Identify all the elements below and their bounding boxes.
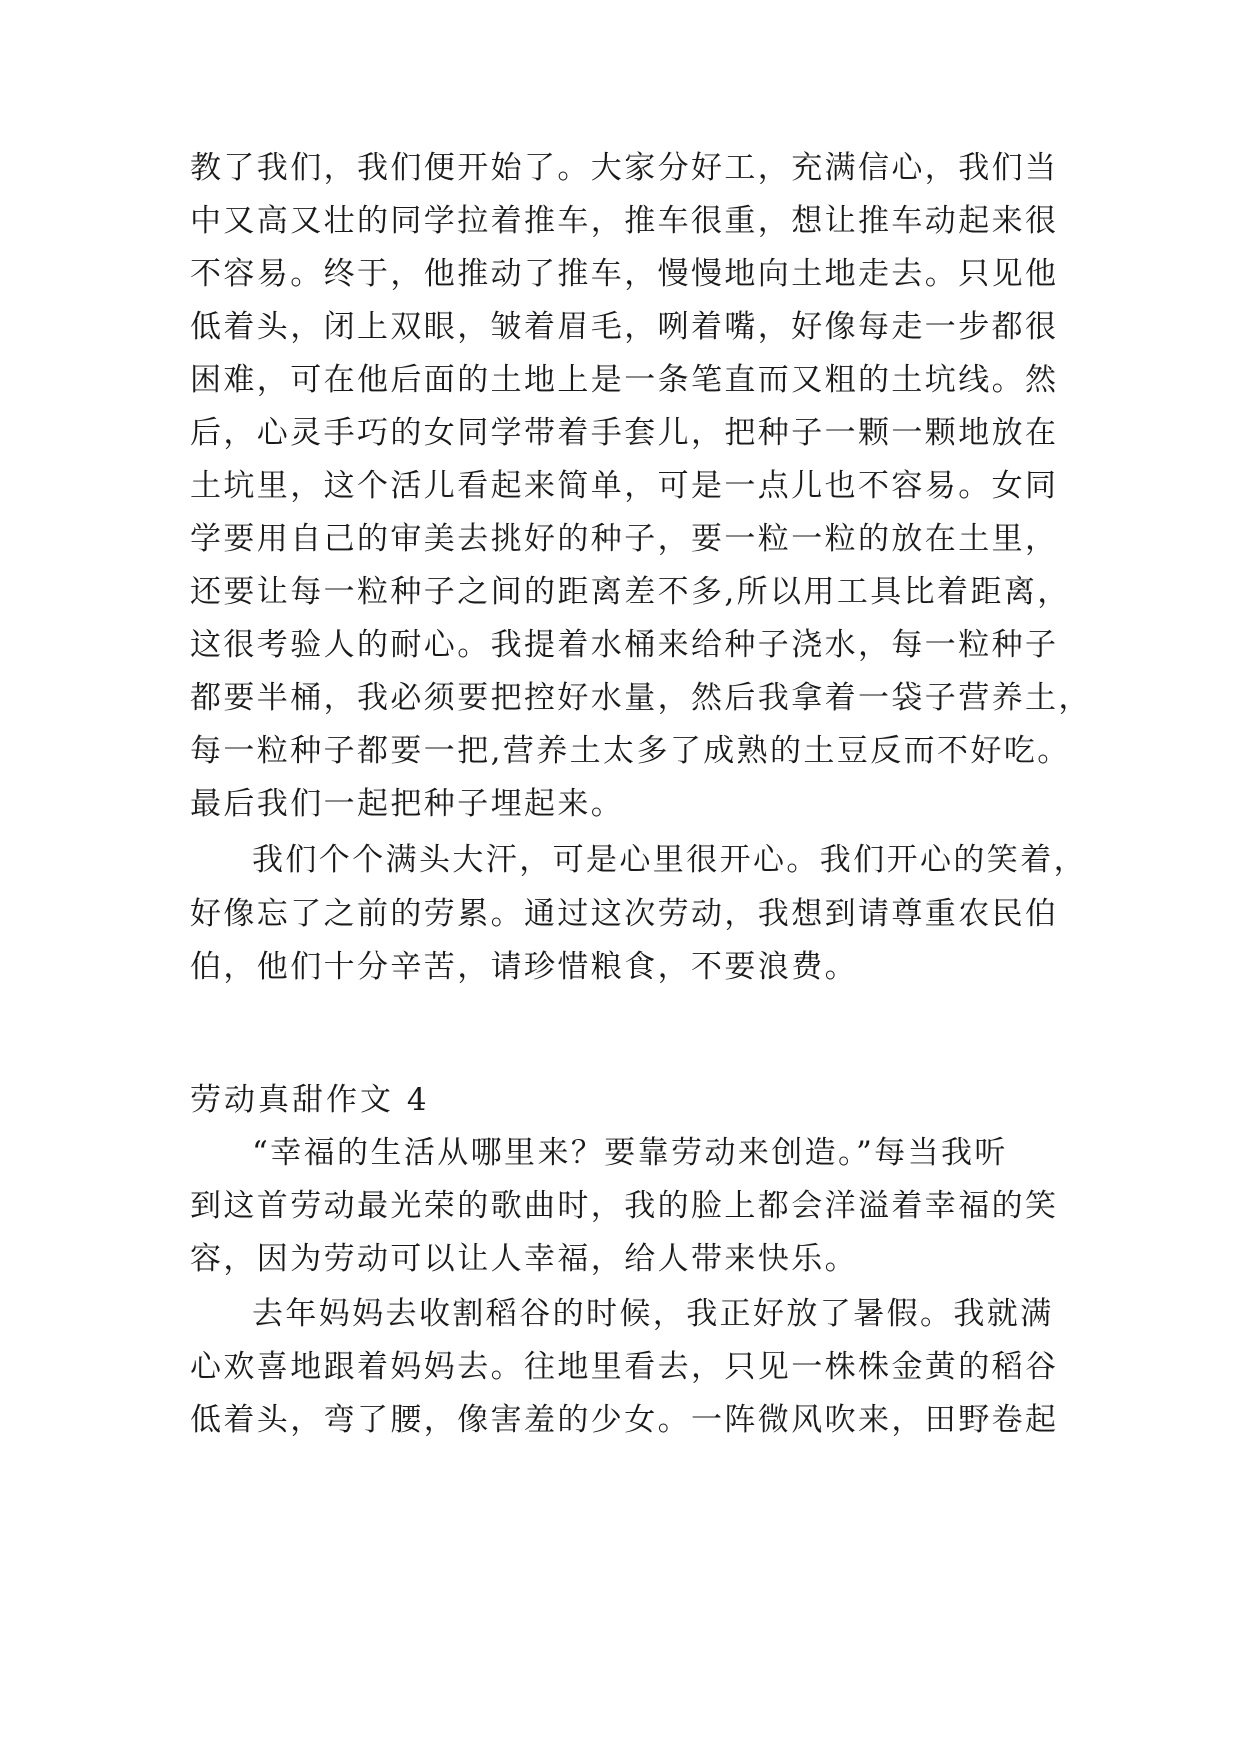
paragraph-first-line: 去年妈妈去收割稻谷的时候，我正好放了暑假。我就满 — [252, 1296, 1054, 1332]
paragraph-first-line: “幸福的生活从哪里来？要靠劳动来创造。”每当我听 — [252, 1135, 1008, 1171]
text-line: 伯，他们十分辛苦，请珍惜粮食，不要浪费。 — [190, 949, 858, 985]
text-line: 中又高又壮的同学拉着推车，推车很重，想让推车动起来很 — [190, 203, 1059, 239]
text-line: 每一粒种子都要一把,营养土太多了成熟的土豆反而不好吃。 — [190, 733, 1071, 769]
text-line: 容，因为劳动可以让人幸福，给人带来快乐。 — [190, 1241, 858, 1277]
text-line: 教了我们，我们便开始了。大家分好工，充满信心，我们当 — [190, 150, 1059, 186]
paragraph-first-line: 我们个个满头大汗，可是心里很开心。我们开心的笑着， — [252, 842, 1087, 878]
text-line: 这很考验人的耐心。我提着水桶来给种子浇水，每一粒种子 — [190, 627, 1059, 663]
text-line: 还要让每一粒种子之间的距离差不多,所以用工具比着距离， — [190, 574, 1071, 610]
section-heading: 劳动真甜作文 4 — [190, 1082, 430, 1118]
text-line: 后，心灵手巧的女同学带着手套儿，把种子一颗一颗地放在 — [190, 415, 1059, 451]
text-line: 心欢喜地跟着妈妈去。往地里看去，只见一株株金黄的稻谷 — [190, 1349, 1059, 1385]
text-line: 学要用自己的审美去挑好的种子，要一粒一粒的放在土里， — [190, 521, 1059, 557]
text-line: 最后我们一起把种子埋起来。 — [190, 786, 625, 822]
text-line: 土坑里，这个活儿看起来简单，可是一点儿也不容易。女同 — [190, 468, 1059, 504]
text-line: 到这首劳动最光荣的歌曲时，我的脸上都会洋溢着幸福的笑 — [190, 1188, 1059, 1224]
text-line: 困难，可在他后面的土地上是一条笔直而又粗的土坑线。然 — [190, 362, 1059, 398]
text-line: 好像忘了之前的劳累。通过这次劳动，我想到请尊重农民伯 — [190, 896, 1059, 932]
text-line: 都要半桶，我必须要把控好水量，然后我拿着一袋子营养土， — [190, 680, 1092, 716]
text-line: 低着头，闭上双眼，皱着眉毛，咧着嘴，好像每走一步都很 — [190, 309, 1059, 345]
text-line: 不容易。终于，他推动了推车，慢慢地向土地走去。只见他 — [190, 256, 1059, 292]
text-line: 低着头，弯了腰，像害羞的少女。一阵微风吹来，田野卷起 — [190, 1402, 1059, 1438]
